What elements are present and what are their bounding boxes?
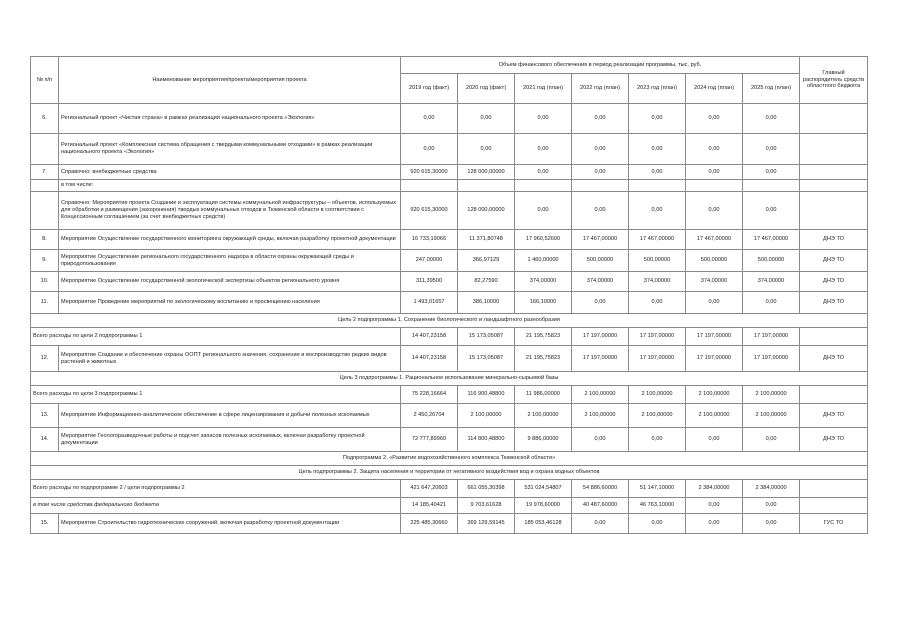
section-row [31, 452, 868, 466]
section-title: Цель подпрограммы 2. Защита населения и территории от негативного воздействия вод и охрана водных объектов [31, 466, 868, 480]
row-number: 10. [31, 272, 59, 292]
row-number: 11. [31, 292, 59, 314]
amount-cell: 19 978,60000 [515, 498, 572, 514]
header-number: № п/п [31, 57, 59, 104]
amount-cell: 2 450,26704 [401, 404, 458, 428]
amount-cell: 2 384,00000 [743, 480, 800, 498]
financing-table-sheet [30, 56, 867, 534]
amount-cell: 374,00000 [629, 272, 686, 292]
amount-cell: 0,00 [572, 134, 629, 165]
amount-cell: 0,00 [686, 134, 743, 165]
amount-cell: 75 228,16664 [401, 386, 458, 404]
header-financing-group: Объем финансового обеспечения в период реализации программы, тыс. руб. [401, 57, 800, 74]
total-label: Всего расходы по цели 2 подпрограммы 1 [31, 328, 401, 346]
amount-cell: 0,00 [629, 165, 686, 180]
row-number [31, 134, 59, 165]
table-row [31, 272, 868, 292]
amount-cell: 0,00 [686, 498, 743, 514]
amount-cell: 0,00 [629, 104, 686, 134]
amount-cell: 185 053,46128 [515, 514, 572, 534]
amount-cell: 2 100,00000 [743, 404, 800, 428]
amount-cell: 369 129,59145 [458, 514, 515, 534]
amount-cell: 17 467,00000 [572, 230, 629, 250]
amount-cell: 128 000,00000 [458, 192, 515, 230]
amount-cell: 2 100,00000 [572, 404, 629, 428]
amount-cell: 0,00 [743, 134, 800, 165]
amount-cell: 0,00 [572, 428, 629, 452]
header-year: 2022 год (план) [572, 74, 629, 104]
amount-cell: 40 487,60000 [572, 498, 629, 514]
responsible-cell [800, 180, 868, 192]
section-title: Подпрограмма 2. «Развитие водохозяйственного комплекса Тюменской области» [31, 452, 868, 466]
table-row [31, 428, 868, 452]
table-row [31, 404, 868, 428]
amount-cell: 0,00 [629, 514, 686, 534]
amount-cell: 17 197,00000 [743, 328, 800, 346]
table-body [31, 104, 868, 534]
financing-table [30, 56, 868, 534]
responsible-cell [800, 104, 868, 134]
amount-cell: 1 493,01657 [401, 292, 458, 314]
section-row [31, 372, 868, 386]
amount-cell: 116 900,48800 [458, 386, 515, 404]
amount-cell: 16 733,19066 [401, 230, 458, 250]
amount-cell: 0,00 [458, 104, 515, 134]
total-row [31, 328, 868, 346]
amount-cell [629, 180, 686, 192]
amount-cell: 0,00 [401, 104, 458, 134]
responsible-cell: ГУС ТО [800, 514, 868, 534]
row-number: 8. [31, 230, 59, 250]
table-row [31, 165, 868, 180]
amount-cell: 0,00 [629, 192, 686, 230]
amount-cell: 500,00000 [686, 250, 743, 272]
amount-cell: 661 055,30398 [458, 480, 515, 498]
row-name: Справочно: Мероприятие проекта Создание и эксплуатация системы коммунальной инфраструктуры – объектов, используемых для обработки и размещения (захоронения) твердых коммунальных отходов в Тюменской области в соответствии с Концессионным соглашением (за счет внебюджетных средств) [59, 192, 401, 230]
responsible-cell: ДНЭ ТО [800, 404, 868, 428]
table-row [31, 180, 868, 192]
amount-cell: 225 485,30660 [401, 514, 458, 534]
amount-cell: 17 197,00000 [629, 346, 686, 372]
responsible-cell [800, 386, 868, 404]
amount-cell [572, 180, 629, 192]
amount-cell: 374,00000 [743, 272, 800, 292]
amount-cell: 2 100,00000 [629, 386, 686, 404]
responsible-cell [800, 328, 868, 346]
amount-cell: 500,00000 [572, 250, 629, 272]
amount-cell [458, 180, 515, 192]
amount-cell: 2 100,00000 [686, 386, 743, 404]
amount-cell: 386,10000 [458, 292, 515, 314]
amount-cell: 0,00 [515, 104, 572, 134]
responsible-cell: ДНЭ ТО [800, 346, 868, 372]
row-number [31, 192, 59, 230]
amount-cell: 374,00000 [515, 272, 572, 292]
amount-cell: 366,97129 [458, 250, 515, 272]
amount-cell: 0,00 [686, 192, 743, 230]
row-name: Региональный проект «Чистая страна» в рамках реализации национального проекта «Экология» [59, 104, 401, 134]
responsible-cell [800, 192, 868, 230]
responsible-cell [800, 498, 868, 514]
section-title: Цель 2 подпрограммы 1. Сохранение биологического и ландшафтного разнообразия [31, 314, 868, 328]
amount-cell: 2 100,00000 [743, 386, 800, 404]
amount-cell: 0,00 [686, 165, 743, 180]
total-row [31, 498, 868, 514]
amount-cell: 128 000,00000 [458, 165, 515, 180]
amount-cell: 0,00 [686, 292, 743, 314]
amount-cell: 2 100,00000 [458, 404, 515, 428]
amount-cell: 0,00 [515, 165, 572, 180]
amount-cell: 17 467,00000 [686, 230, 743, 250]
amount-cell: 9 886,00000 [515, 428, 572, 452]
total-label: в том числе средства федерального бюджета [31, 498, 401, 514]
row-number: 13. [31, 404, 59, 428]
row-number: 6. [31, 104, 59, 134]
amount-cell: 14 407,23158 [401, 346, 458, 372]
amount-cell: 0,00 [743, 165, 800, 180]
header-responsible: Главный распорядитель средств областного бюджета [800, 57, 868, 104]
amount-cell [515, 180, 572, 192]
amount-cell: 0,00 [572, 104, 629, 134]
amount-cell: 0,00 [629, 134, 686, 165]
header-year: 2021 год (план) [515, 74, 572, 104]
amount-cell: 500,00000 [743, 250, 800, 272]
total-label: Всего расходы по цели 3 подпрограммы 1 [31, 386, 401, 404]
row-number: 12. [31, 346, 59, 372]
amount-cell: 51 147,10000 [629, 480, 686, 498]
header-year: 2019 год (факт) [401, 74, 458, 104]
amount-cell: 2 100,00000 [686, 404, 743, 428]
responsible-cell [800, 134, 868, 165]
responsible-cell [800, 480, 868, 498]
table-row [31, 104, 868, 134]
amount-cell: 2 100,00000 [629, 404, 686, 428]
total-row [31, 480, 868, 498]
amount-cell: 114 800,48800 [458, 428, 515, 452]
table-row [31, 134, 868, 165]
amount-cell: 17 467,00000 [629, 230, 686, 250]
total-row [31, 386, 868, 404]
amount-cell: 531 024,54807 [515, 480, 572, 498]
amount-cell: 374,00000 [686, 272, 743, 292]
row-name: Мероприятие Проведение мероприятий по экологическому воспитанию и просвещению населения [59, 292, 401, 314]
amount-cell: 0,00 [743, 192, 800, 230]
amount-cell: 0,00 [515, 192, 572, 230]
section-title: Цель 3 подпрограммы 1. Рациональное использование минерально-сырьевой базы [31, 372, 868, 386]
amount-cell: 14 185,40421 [401, 498, 458, 514]
amount-cell: 421 647,20603 [401, 480, 458, 498]
amount-cell: 0,00 [743, 104, 800, 134]
amount-cell: 15 173,05087 [458, 346, 515, 372]
amount-cell: 2 384,00000 [686, 480, 743, 498]
responsible-cell: ДНЭ ТО [800, 272, 868, 292]
amount-cell: 0,00 [629, 428, 686, 452]
amount-cell: 920 615,30000 [401, 165, 458, 180]
row-number: 9. [31, 250, 59, 272]
amount-cell: 82,27590 [458, 272, 515, 292]
row-name: Справочно: внебюджетные средства [59, 165, 401, 180]
amount-cell: 374,00000 [572, 272, 629, 292]
amount-cell: 2 100,00000 [572, 386, 629, 404]
table-row [31, 230, 868, 250]
row-name: Мероприятие Строительство гидротехнических сооружений, включая разработку проектной документации [59, 514, 401, 534]
row-name: Мероприятие Создание и обеспечение охраны ООПТ регионального значения, сохранение и воспроизводство редких видов растений и животных [59, 346, 401, 372]
total-label: Всего расходы по подпрограмме 2 / цели подпрограммы 2 [31, 480, 401, 498]
amount-cell: 21 195,75823 [515, 346, 572, 372]
amount-cell: 11 986,00000 [515, 386, 572, 404]
amount-cell: 54 886,60000 [572, 480, 629, 498]
row-name: Мероприятие Осуществление государственной экологической экспертизы объектов регионального уровня [59, 272, 401, 292]
responsible-cell: ДНЭ ТО [800, 428, 868, 452]
amount-cell: 311,39500 [401, 272, 458, 292]
amount-cell: 0,00 [515, 134, 572, 165]
amount-cell: 17 197,00000 [686, 328, 743, 346]
amount-cell: 17 197,00000 [572, 346, 629, 372]
amount-cell: 0,00 [401, 134, 458, 165]
responsible-cell: ДНЭ ТО [800, 292, 868, 314]
amount-cell [401, 180, 458, 192]
amount-cell: 0,00 [572, 165, 629, 180]
amount-cell: 0,00 [686, 428, 743, 452]
amount-cell: 0,00 [686, 104, 743, 134]
amount-cell: 17 197,00000 [572, 328, 629, 346]
table-row [31, 514, 868, 534]
table-row [31, 292, 868, 314]
responsible-cell: ДНЭ ТО [800, 230, 868, 250]
row-name: в том числе: [59, 180, 401, 192]
amount-cell: 166,10000 [515, 292, 572, 314]
amount-cell: 14 407,23158 [401, 328, 458, 346]
amount-cell: 17 197,00000 [743, 346, 800, 372]
amount-cell: 46 763,10000 [629, 498, 686, 514]
amount-cell [743, 180, 800, 192]
amount-cell: 0,00 [743, 292, 800, 314]
row-name: Мероприятие Осуществление регионального государственного надзора в области охраны окружающей среды и природопользования [59, 250, 401, 272]
amount-cell: 17 197,00000 [686, 346, 743, 372]
amount-cell: 0,00 [743, 514, 800, 534]
header-name: Наименование мероприятия/проекта/мероприятия проекта [59, 57, 401, 104]
amount-cell: 0,00 [572, 292, 629, 314]
section-row [31, 314, 868, 328]
amount-cell: 247,00000 [401, 250, 458, 272]
responsible-cell [800, 165, 868, 180]
row-name: Мероприятие Информационно-аналитическое обеспечение в сфере лицензирования и добычи полезных ископаемых [59, 404, 401, 428]
row-name: Мероприятие Осуществление государственного мониторинга окружающей среды, включая разработку проектной документации [59, 230, 401, 250]
header-year: 2023 год (план) [629, 74, 686, 104]
row-number [31, 180, 59, 192]
amount-cell: 11 371,80748 [458, 230, 515, 250]
row-number: 14. [31, 428, 59, 452]
amount-cell: 0,00 [572, 192, 629, 230]
row-number: 15. [31, 514, 59, 534]
table-row [31, 346, 868, 372]
amount-cell: 0,00 [743, 498, 800, 514]
amount-cell: 0,00 [743, 428, 800, 452]
amount-cell [686, 180, 743, 192]
amount-cell: 0,00 [458, 134, 515, 165]
amount-cell: 1 460,00000 [515, 250, 572, 272]
amount-cell: 9 703,61628 [458, 498, 515, 514]
amount-cell: 17 197,00000 [629, 328, 686, 346]
amount-cell: 0,00 [686, 514, 743, 534]
row-number: 7. [31, 165, 59, 180]
amount-cell: 21 195,75823 [515, 328, 572, 346]
amount-cell: 17 960,52600 [515, 230, 572, 250]
amount-cell: 0,00 [629, 292, 686, 314]
row-name: Мероприятие Геологоразведочные работы и подсчет запасов полезных ископаемых, включая разработку проектной документации [59, 428, 401, 452]
amount-cell: 2 100,00000 [515, 404, 572, 428]
row-name: Региональный проект «Комплексная система обращения с твердыми коммунальными отходами» в рамках реализации национального проекта «Экология» [59, 134, 401, 165]
header-year: 2020 год (факт) [458, 74, 515, 104]
header-year: 2025 год (план) [743, 74, 800, 104]
amount-cell: 17 467,00000 [743, 230, 800, 250]
responsible-cell: ДНЭ ТО [800, 250, 868, 272]
amount-cell: 500,00000 [629, 250, 686, 272]
amount-cell: 72 777,89960 [401, 428, 458, 452]
amount-cell: 15 173,05087 [458, 328, 515, 346]
table-row [31, 192, 868, 230]
amount-cell: 920 615,30000 [401, 192, 458, 230]
section-row [31, 466, 868, 480]
header-year: 2024 год (план) [686, 74, 743, 104]
table-row [31, 250, 868, 272]
amount-cell: 0,00 [572, 514, 629, 534]
